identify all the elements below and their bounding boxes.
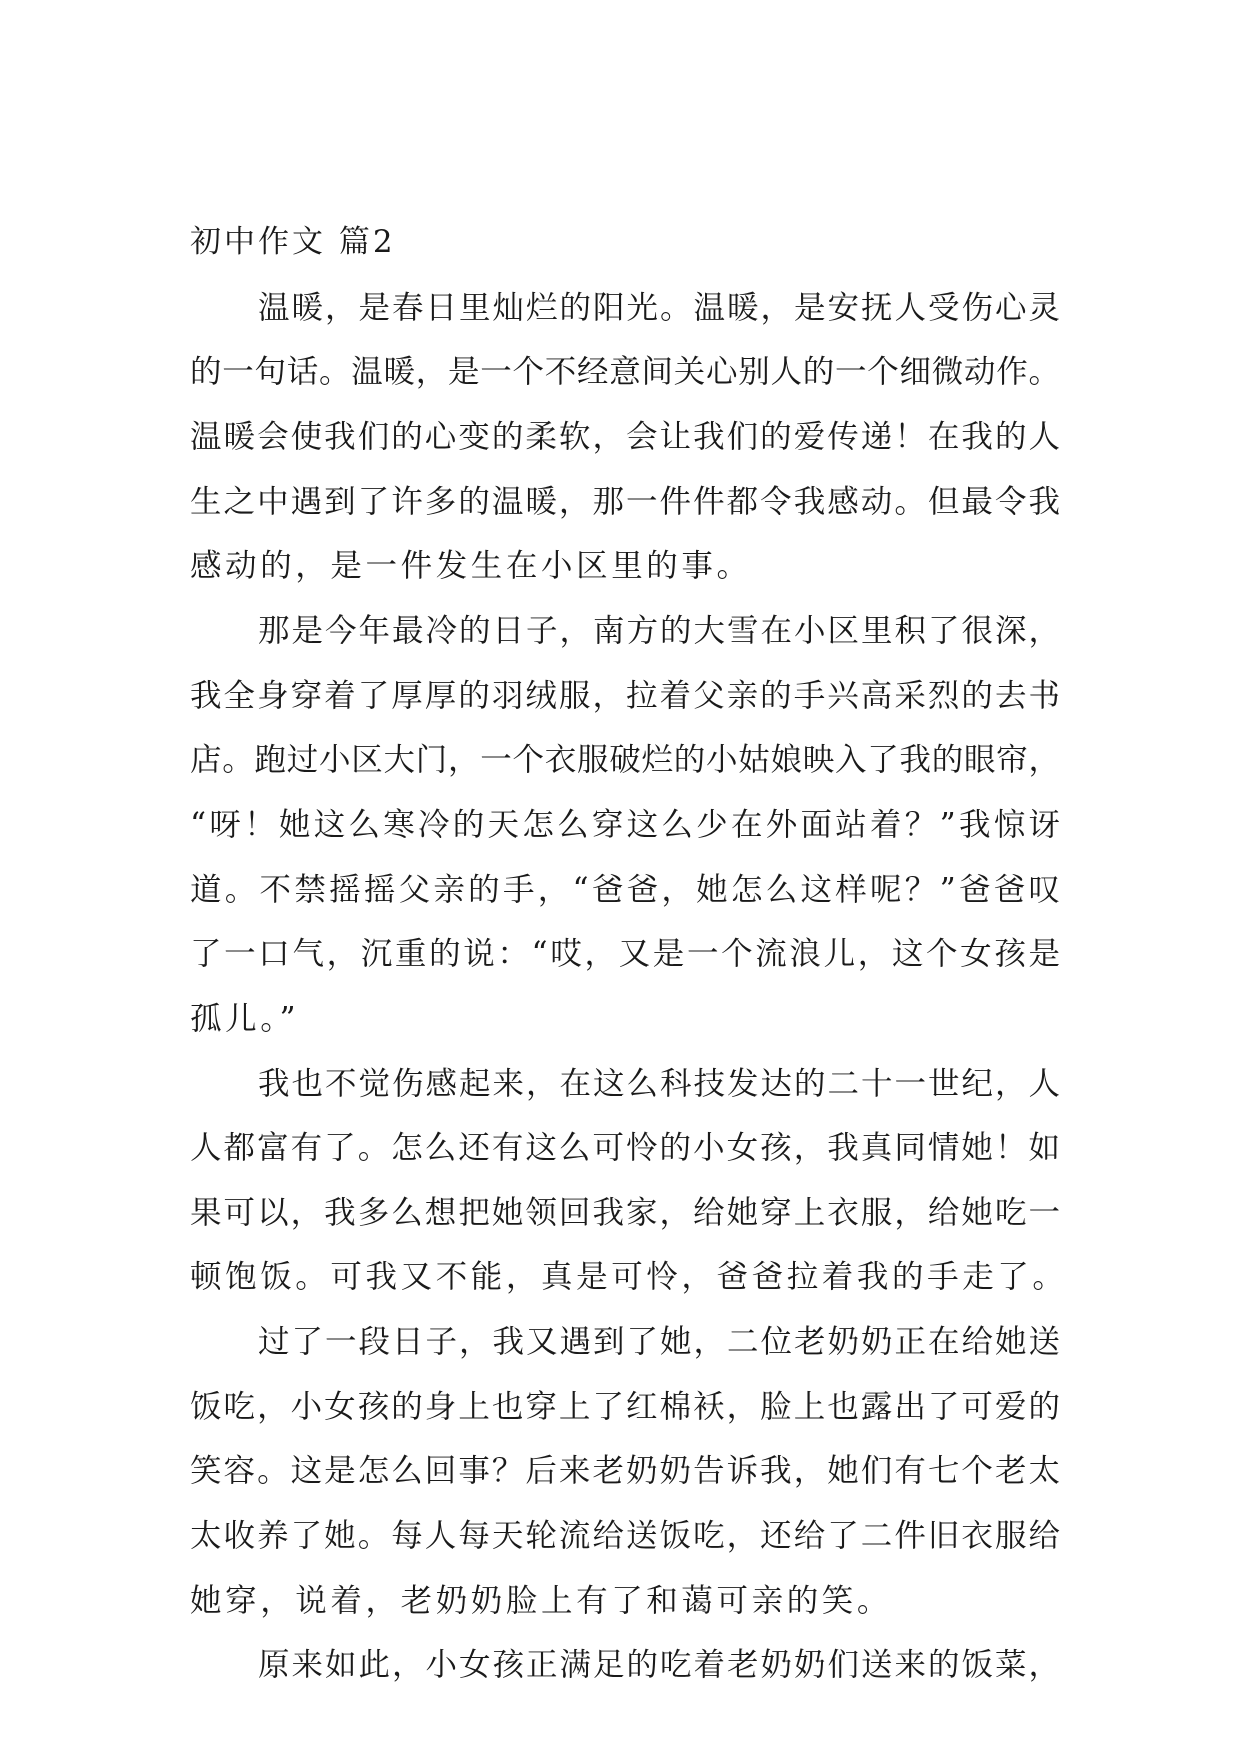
paragraph-line: 她穿，说着，老奶奶脸上有了和蔼可亲的笑。 bbox=[190, 1583, 893, 1619]
paragraph-line: 温暖，是春日里灿烂的阳光。温暖，是安抚人受伤心灵 bbox=[258, 290, 1060, 326]
paragraph-line: 的一句话。温暖，是一个不经意间关心别人的一个细微动作。 bbox=[190, 354, 1060, 390]
paragraph-line: 果可以，我多么想把她领回我家，给她穿上衣服，给她吃一 bbox=[190, 1195, 1060, 1231]
paragraph-line: 感动的，是一件发生在小区里的事。 bbox=[190, 548, 752, 584]
paragraph-line: 孤儿。” bbox=[190, 1001, 300, 1037]
paragraph-line: 我全身穿着了厚厚的羽绒服，拉着父亲的手兴高采烈的去书 bbox=[190, 678, 1060, 714]
paragraph-line: “呀！她这么寒冷的天怎么穿这么少在外面站着？”我惊讶 bbox=[190, 807, 1060, 843]
paragraph-line: 人都富有了。怎么还有这么可怜的小女孩，我真同情她！如 bbox=[190, 1130, 1060, 1166]
paragraph-line: 我也不觉伤感起来，在这么科技发达的二十一世纪，人 bbox=[258, 1066, 1060, 1102]
paragraph-line: 过了一段日子，我又遇到了她，二位老奶奶正在给她送 bbox=[258, 1324, 1060, 1360]
paragraph-line: 温暖会使我们的心变的柔软，会让我们的爱传递！在我的人 bbox=[190, 419, 1060, 455]
paragraph-line: 生之中遇到了许多的温暖，那一件件都令我感动。但最令我 bbox=[190, 484, 1060, 520]
paragraph-line: 太收养了她。每人每天轮流给送饭吃，还给了二件旧衣服给 bbox=[190, 1518, 1060, 1554]
paragraph-line: 道。不禁摇摇父亲的手，“爸爸，她怎么这样呢？”爸爸叹 bbox=[190, 872, 1060, 908]
paragraph-line: 顿饱饭。可我又不能，真是可怜，爸爸拉着我的手走了。 bbox=[190, 1259, 1068, 1295]
paragraph-line: 饭吃，小女孩的身上也穿上了红棉袄，脸上也露出了可爱的 bbox=[190, 1389, 1060, 1425]
paragraph-line: 原来如此，小女孩正满足的吃着老奶奶们送来的饭菜， bbox=[258, 1647, 1060, 1683]
paragraph-line: 店。跑过小区大门，一个衣服破烂的小姑娘映入了我的眼帘， bbox=[190, 742, 1060, 778]
paragraph-line: 了一口气，沉重的说：“哎，又是一个流浪儿，这个女孩是 bbox=[190, 936, 1060, 972]
essay-heading: 初中作文 篇2 bbox=[190, 224, 396, 260]
paragraph-line: 那是今年最冷的日子，南方的大雪在小区里积了很深， bbox=[258, 613, 1060, 649]
paragraph-line: 笑容。这是怎么回事？后来老奶奶告诉我，她们有七个老太 bbox=[190, 1453, 1060, 1489]
